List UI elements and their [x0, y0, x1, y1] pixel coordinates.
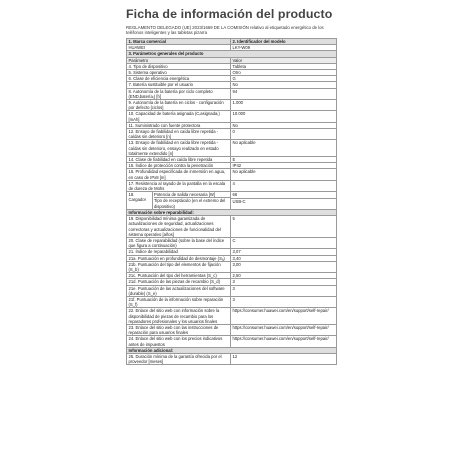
additional-section-header: Información adicional:	[127, 347, 337, 353]
param-name: 20. Clase de reparabilidad (sobre la base del índice que figura a continuación)	[127, 237, 231, 248]
param-name: 16. Profundidad especificada de inmersión en agua, en caso de IPx8 [m]	[127, 169, 231, 180]
param-row	[127, 285, 337, 296]
repair-section-header: Información sobre reparabilidad:	[127, 209, 337, 215]
param-value: G	[231, 76, 337, 82]
model-value: LKY-W09	[231, 45, 337, 51]
param-value: 12	[231, 353, 337, 364]
param-value: No	[231, 82, 337, 88]
param-value: 3,00	[231, 261, 337, 272]
param-value: 0	[231, 129, 337, 140]
param-name: 25. Duración mínima de la garantía ofrecida por el proveedor [meses]	[127, 353, 231, 364]
param-name: 6. Clase de eficiencia energética	[127, 76, 231, 82]
general-params	[127, 63, 337, 191]
param-name: 5. Sistema operativo	[127, 70, 231, 76]
param-name: 4. Tipo de dispositivo	[127, 63, 231, 69]
param-row	[127, 180, 337, 191]
param-value: No	[231, 122, 337, 128]
charger-label: 18. Cargador	[128, 192, 146, 203]
param-value: 3	[231, 285, 337, 296]
param-value: 4	[231, 180, 337, 191]
charger-type-value: USB-C	[231, 198, 337, 209]
param-value: IP42	[231, 163, 337, 169]
brand-header: 1. Marca comercial	[127, 39, 231, 45]
param-row	[127, 169, 337, 180]
charger-type-label: Tipo de receptáculo (en el extremo del dispositivo)	[154, 198, 226, 209]
param-row	[127, 237, 337, 248]
param-name: 9. Autonomía de la batería en ciclos - configuración por defecto [ciclos]	[127, 100, 231, 111]
param-name: 21. Índice de reparabilidad	[127, 249, 231, 255]
param-name: 22. Enlace del sitio web con información sobre la disponibilidad de piezas de recambio para los reparadores profesionales y los usuarios finales	[127, 308, 231, 325]
param-row	[127, 308, 337, 325]
param-name: 13. Ensayo de fiabilidad en caída libre repetida - caídas sin deterioro, ensayo realizado en estado totalmente extendido [n]	[127, 140, 231, 157]
param-row	[127, 324, 337, 335]
param-name: 21c. Puntuación del tipo del herramientas (S_c)	[127, 273, 231, 279]
param-row	[127, 88, 337, 99]
param-value: 3,40	[231, 255, 337, 261]
param-value: 3	[231, 296, 337, 307]
param-name: 12. Ensayo de fiabilidad en caída libre repetida - caídas sin deterioro [n]	[127, 129, 231, 140]
param-row	[127, 296, 337, 307]
param-value: https://consumer.huawei.com/en/support/self-repair/	[231, 324, 337, 335]
param-value: 94	[231, 88, 337, 99]
charger-power-value: 66	[231, 192, 337, 199]
value-column-header: Valor	[231, 57, 337, 63]
param-value: https://consumer.huawei.com/en/support/self-repair/	[231, 336, 337, 347]
param-name: 21a. Puntuación en profundidad de desmontaje (Sₐ)	[127, 255, 231, 261]
param-name: 21d. Puntuación de las piezas de recambio (S_d)	[127, 279, 231, 285]
param-value: https://consumer.huawei.com/en/support/self-repair/	[231, 308, 337, 325]
param-name: 21f. Puntuación de la información sobre reparación (S_f)	[127, 296, 231, 307]
param-name: 24. Enlace del sitio web con los precios indicativos antes de impuestos	[127, 336, 231, 347]
param-value: No aplicable	[231, 169, 337, 180]
param-value: E	[231, 157, 337, 163]
param-value: 2,50	[231, 273, 337, 279]
param-row	[127, 100, 337, 111]
param-row	[127, 336, 337, 347]
param-name: 11. Suministrado con fuente protectora	[127, 122, 231, 128]
charger-sub-labels	[152, 192, 231, 209]
param-value: No aplicable	[231, 140, 337, 157]
product-info-table	[126, 38, 337, 365]
param-value: 1.000	[231, 100, 337, 111]
param-value: 3	[231, 279, 337, 285]
param-name: 21e. Puntuación de las actualizaciones del software (durable) (S_e)	[127, 285, 231, 296]
regulation-subtitle: REGLAMENTO DELEGADO (UE) 2023/1669 DE LA COMISIÓN relativo al etiquetado energético de los teléfonos inteligentes y las tabletas pizarra	[126, 25, 324, 36]
charger-row-power	[127, 192, 337, 199]
param-column-header: Parámetro	[127, 57, 231, 63]
param-name: 23. Enlace del sitio web con las instrucciones de reparación para usuarios finales	[127, 324, 231, 335]
param-value: Otro	[231, 70, 337, 76]
param-name: 21b. Puntuación del tipo del elementos de fijación (S_b)	[127, 261, 231, 272]
param-value: 10.000	[231, 111, 337, 122]
param-name: 8. Autonomía de la batería por ciclo completo (END₍batería₎) [h]	[127, 88, 231, 99]
brand-value: HUAWEI	[127, 45, 231, 51]
param-name: 14. Clase de fiabilidad en caída libre repetida	[127, 157, 231, 163]
repairability-params	[127, 216, 337, 348]
param-row	[127, 353, 337, 364]
param-value: 5	[231, 216, 337, 238]
param-name: 10. Capacidad de batería asignada (C₍asignada₎) [mAh]	[127, 111, 231, 122]
param-name: 19. Disponibilidad mínima garantizada de actualizaciones de seguridad, actualizaciones correctoras y actualizaciones de funcionalidad del sistema operativo [años]	[127, 216, 231, 238]
param-name: 7. Batería sustituible por el usuario	[127, 82, 231, 88]
param-row	[127, 140, 337, 157]
param-value: 3,07	[231, 249, 337, 255]
param-value: Tableta	[231, 63, 337, 69]
additional-params	[127, 353, 337, 364]
page-title: Ficha de información del producto	[126, 7, 333, 21]
charger-power-label: Potencia de salida necesaria [W]	[154, 192, 230, 198]
params-section-header: 3. Parámetros generales del producto	[127, 51, 337, 57]
param-name: 17. Resistencia al rayado de la pantalla en la escala de dureza de Mohs	[127, 180, 231, 191]
param-row	[127, 129, 337, 140]
param-row	[127, 216, 337, 238]
charger-cell	[127, 192, 231, 210]
param-name: 15. Índice de protección contra la penetración	[127, 163, 231, 169]
param-row	[127, 261, 337, 272]
param-row	[127, 111, 337, 122]
param-value: C	[231, 237, 337, 248]
model-header: 2. Identificador del modelo	[231, 39, 337, 45]
